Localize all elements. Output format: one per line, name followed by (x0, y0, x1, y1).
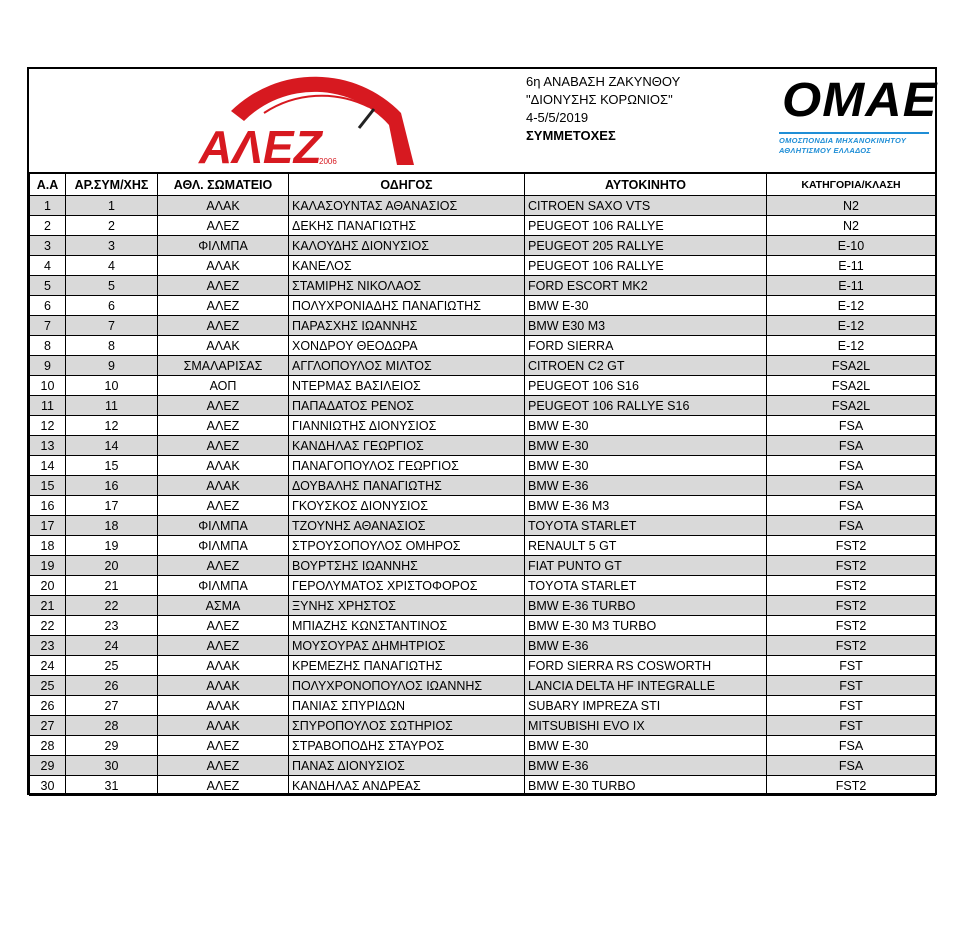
cell-car-number: 22 (66, 596, 158, 616)
cell-car: BMW E-36 (525, 636, 767, 656)
cell-aa: 21 (30, 596, 66, 616)
cell-class: E-11 (767, 256, 936, 276)
cell-class: FST2 (767, 776, 936, 796)
cell-car: FORD SIERRA RS COSWORTH (525, 656, 767, 676)
cell-class: FST (767, 696, 936, 716)
cell-aa: 18 (30, 536, 66, 556)
cell-club: ΑΛΕΖ (158, 636, 289, 656)
col-header-driver: ΟΔΗΓΟΣ (289, 174, 525, 196)
cell-car-number: 3 (66, 236, 158, 256)
cell-car-number: 26 (66, 676, 158, 696)
cell-car-number: 2 (66, 216, 158, 236)
table-row (30, 536, 936, 556)
table-row (30, 216, 936, 236)
cell-driver: ΒΟΥΡΤΣΗΣ ΙΩΑΝΝΗΣ (289, 556, 525, 576)
cell-car: PEUGEOT 106 RALLYE S16 (525, 396, 767, 416)
cell-club: ΑΛΑΚ (158, 456, 289, 476)
cell-car: BMW E-36 TURBO (525, 596, 767, 616)
table-row (30, 576, 936, 596)
col-header-car: ΑΥΤΟΚΙΝΗΤΟ (525, 174, 767, 196)
cell-driver: ΔΕΚΗΣ ΠΑΝΑΓΙΩΤΗΣ (289, 216, 525, 236)
table-row (30, 296, 936, 316)
cell-club: ΑΛΕΖ (158, 616, 289, 636)
cell-class: FSA (767, 436, 936, 456)
table-row (30, 376, 936, 396)
cell-class: FST (767, 716, 936, 736)
cell-car: MITSUBISHI EVO IX (525, 716, 767, 736)
cell-class: FST2 (767, 596, 936, 616)
table-row (30, 696, 936, 716)
cell-car: PEUGEOT 106 S16 (525, 376, 767, 396)
cell-driver: ΚΑΛΑΣΟΥΝΤΑΣ ΑΘΑΝΑΣΙΟΣ (289, 196, 525, 216)
cell-class: FSA (767, 476, 936, 496)
cell-car: BMW E30 M3 (525, 316, 767, 336)
cell-aa: 22 (30, 616, 66, 636)
cell-club: ΦΙΛΜΠΑ (158, 236, 289, 256)
cell-class: E-12 (767, 336, 936, 356)
cell-aa: 16 (30, 496, 66, 516)
cell-car: TOYOTA STARLET (525, 516, 767, 536)
omae-logo-text: ΟΜΑΕ (782, 74, 938, 127)
cell-club: ΑΛΑΚ (158, 716, 289, 736)
cell-aa: 29 (30, 756, 66, 776)
cell-aa: 25 (30, 676, 66, 696)
cell-class: FST2 (767, 556, 936, 576)
cell-club: ΣΜΑΛΑΡΙΣΑΣ (158, 356, 289, 376)
cell-driver: ΣΤΡΟΥΣΟΠΟΥΛΟΣ ΟΜΗΡΟΣ (289, 536, 525, 556)
cell-car: BMW E-30 (525, 456, 767, 476)
table-row (30, 396, 936, 416)
cell-car: FIAT PUNTO GT (525, 556, 767, 576)
cell-car-number: 31 (66, 776, 158, 796)
cell-aa: 6 (30, 296, 66, 316)
cell-driver: ΚΑΝΔΗΛΑΣ ΑΝΔΡΕΑΣ (289, 776, 525, 796)
cell-driver: ΜΟΥΣΟΥΡΑΣ ΔΗΜΗΤΡΙΟΣ (289, 636, 525, 656)
table-row (30, 736, 936, 756)
cell-club: ΑΛΕΖ (158, 736, 289, 756)
cell-aa: 20 (30, 576, 66, 596)
event-title-line1: 6η ΑΝΑΒΑΣΗ ΖΑΚΥΝΘΟΥ (526, 74, 681, 89)
cell-club: ΑΛΑΚ (158, 656, 289, 676)
entries-table (29, 173, 936, 796)
cell-car-number: 10 (66, 376, 158, 396)
event-info (526, 73, 680, 145)
cell-car: BMW E-36 (525, 756, 767, 776)
cell-club: ΑΛΑΚ (158, 336, 289, 356)
cell-car: BMW E-30 (525, 736, 767, 756)
cell-class: E-11 (767, 276, 936, 296)
table-row (30, 356, 936, 376)
cell-club: ΑΛΑΚ (158, 196, 289, 216)
cell-driver: ΚΡΕΜΕΖΗΣ ΠΑΝΑΓΙΩΤΗΣ (289, 656, 525, 676)
cell-car-number: 23 (66, 616, 158, 636)
cell-car-number: 18 (66, 516, 158, 536)
event-date: 4-5/5/2019 (526, 110, 589, 125)
table-row (30, 496, 936, 516)
alez-logo-text: ΑΛΕΖ (199, 121, 322, 168)
cell-driver: ΓΚΟΥΣΚΟΣ ΔΙΟΝΥΣΙΟΣ (289, 496, 525, 516)
cell-car: RENAULT 5 GT (525, 536, 767, 556)
cell-club: ΑΛΕΖ (158, 776, 289, 796)
cell-aa: 1 (30, 196, 66, 216)
cell-car-number: 14 (66, 436, 158, 456)
cell-class: N2 (767, 196, 936, 216)
cell-class: FSA (767, 516, 936, 536)
cell-car-number: 15 (66, 456, 158, 476)
table-row (30, 556, 936, 576)
entries-table-body (30, 196, 936, 796)
cell-car-number: 19 (66, 536, 158, 556)
cell-driver: ΓΙΑΝΝΙΩΤΗΣ ΔΙΟΝΥΣΙΟΣ (289, 416, 525, 436)
cell-car-number: 16 (66, 476, 158, 496)
cell-car-number: 25 (66, 656, 158, 676)
cell-car: LANCIA DELTA HF INTEGRALLE (525, 676, 767, 696)
cell-class: FST (767, 656, 936, 676)
cell-class: FSA (767, 416, 936, 436)
cell-club: ΑΛΑΚ (158, 476, 289, 496)
table-row (30, 196, 936, 216)
cell-class: FST2 (767, 636, 936, 656)
cell-class: FST2 (767, 616, 936, 636)
cell-driver: ΞΥΝΗΣ ΧΡΗΣΤΟΣ (289, 596, 525, 616)
sheet-header (29, 69, 938, 173)
cell-club: ΑΛΕΖ (158, 216, 289, 236)
cell-aa: 27 (30, 716, 66, 736)
table-row (30, 716, 936, 736)
cell-car: BMW E-30 (525, 296, 767, 316)
cell-car-number: 8 (66, 336, 158, 356)
col-header-class: ΚΑΤΗΓΟΡΙΑ/ΚΛΑΣΗ (767, 174, 936, 196)
cell-driver: ΣΠΥΡΟΠΟΥΛΟΣ ΣΩΤΗΡΙΟΣ (289, 716, 525, 736)
cell-class: FSA2L (767, 356, 936, 376)
cell-car-number: 6 (66, 296, 158, 316)
cell-car-number: 4 (66, 256, 158, 276)
table-row (30, 516, 936, 536)
table-row (30, 776, 936, 796)
cell-club: ΑΛΕΖ (158, 276, 289, 296)
cell-car-number: 28 (66, 716, 158, 736)
table-row (30, 476, 936, 496)
cell-aa: 5 (30, 276, 66, 296)
cell-club: ΑΛΕΖ (158, 296, 289, 316)
cell-club: ΑΛΕΖ (158, 496, 289, 516)
cell-car-number: 12 (66, 416, 158, 436)
cell-club: ΑΛΕΖ (158, 316, 289, 336)
col-header-car-number: ΑΡ.ΣΥΜ/ΧΗΣ (66, 174, 158, 196)
cell-car: PEUGEOT 106 RALLYE (525, 256, 767, 276)
cell-driver: ΑΓΓΛΟΠΟΥΛΟΣ ΜΙΛΤΟΣ (289, 356, 525, 376)
table-row (30, 756, 936, 776)
cell-class: E-10 (767, 236, 936, 256)
cell-driver: ΠΑΡΑΣΧΗΣ ΙΩΑΝΝΗΣ (289, 316, 525, 336)
cell-car-number: 29 (66, 736, 158, 756)
cell-class: FST2 (767, 576, 936, 596)
cell-club: ΑΛΑΚ (158, 696, 289, 716)
cell-car-number: 1 (66, 196, 158, 216)
table-row (30, 676, 936, 696)
table-row (30, 336, 936, 356)
cell-driver: ΠΟΛΥΧΡΟΝΟΠΟΥΛΟΣ ΙΩΑΝΝΗΣ (289, 676, 525, 696)
table-row (30, 316, 936, 336)
table-row (30, 616, 936, 636)
cell-class: N2 (767, 216, 936, 236)
table-row (30, 256, 936, 276)
cell-club: ΑΛΕΖ (158, 416, 289, 436)
cell-club: ΑΟΠ (158, 376, 289, 396)
cell-club: ΦΙΛΜΠΑ (158, 576, 289, 596)
cell-aa: 30 (30, 776, 66, 796)
cell-aa: 3 (30, 236, 66, 256)
cell-aa: 4 (30, 256, 66, 276)
table-row (30, 596, 936, 616)
entry-list-sheet (27, 67, 937, 795)
cell-class: FSA (767, 736, 936, 756)
cell-club: ΦΙΛΜΠΑ (158, 536, 289, 556)
cell-car: PEUGEOT 205 RALLYE (525, 236, 767, 256)
cell-aa: 12 (30, 416, 66, 436)
cell-driver: ΣΤΡΑΒΟΠΟΔΗΣ ΣΤΑΥΡΟΣ (289, 736, 525, 756)
cell-aa: 2 (30, 216, 66, 236)
cell-club: ΑΛΕΖ (158, 396, 289, 416)
cell-driver: ΠΑΝΙΑΣ ΣΠΥΡΙΔΩΝ (289, 696, 525, 716)
cell-aa: 10 (30, 376, 66, 396)
cell-class: FSA2L (767, 376, 936, 396)
cell-car: CITROEN C2 GT (525, 356, 767, 376)
cell-class: FSA (767, 456, 936, 476)
cell-car-number: 9 (66, 356, 158, 376)
cell-club: ΑΛΑΚ (158, 676, 289, 696)
cell-club: ΑΛΕΖ (158, 756, 289, 776)
cell-car: FORD ESCORT MK2 (525, 276, 767, 296)
table-header-row (30, 174, 936, 196)
cell-aa: 7 (30, 316, 66, 336)
omae-logo-subtitle: ΟΜΟΣΠΟΝΔΙΑ ΜΗΧΑΝΟΚΙΝΗΤΟΥ ΑΘΛΗΤΙΣΜΟΥ ΕΛΛΑΔΟΣ (779, 132, 929, 156)
cell-aa: 9 (30, 356, 66, 376)
cell-car: PEUGEOT 106 RALLYE (525, 216, 767, 236)
cell-driver: ΠΑΠΑΔΑΤΟΣ ΡΕΝΟΣ (289, 396, 525, 416)
table-row (30, 436, 936, 456)
cell-club: ΑΛΕΖ (158, 556, 289, 576)
cell-aa: 8 (30, 336, 66, 356)
table-row (30, 636, 936, 656)
table-row (30, 236, 936, 256)
cell-aa: 11 (30, 396, 66, 416)
cell-car: SUBARY IMPREZA STI (525, 696, 767, 716)
cell-car-number: 7 (66, 316, 158, 336)
cell-aa: 13 (30, 436, 66, 456)
alez-logo-year: 2006 (319, 157, 337, 166)
cell-car: BMW E-30 M3 TURBO (525, 616, 767, 636)
cell-driver: ΠΑΝΑΓΟΠΟΥΛΟΣ ΓΕΩΡΓΙΟΣ (289, 456, 525, 476)
table-row (30, 456, 936, 476)
cell-driver: ΚΑΝΔΗΛΑΣ ΓΕΩΡΓΙΟΣ (289, 436, 525, 456)
table-row (30, 276, 936, 296)
cell-driver: ΣΤΑΜΙΡΗΣ ΝΙΚΟΛΑΟΣ (289, 276, 525, 296)
cell-class: E-12 (767, 296, 936, 316)
cell-driver: ΠΑΝΑΣ ΔΙΟΝΥΣΙΟΣ (289, 756, 525, 776)
cell-car: BMW E-30 TURBO (525, 776, 767, 796)
cell-driver: ΠΟΛΥΧΡΟΝΙΑΔΗΣ ΠΑΝΑΓΙΩΤΗΣ (289, 296, 525, 316)
event-subtitle: ΣΥΜΜΕΤΟΧΕΣ (526, 128, 616, 143)
cell-aa: 19 (30, 556, 66, 576)
cell-car-number: 5 (66, 276, 158, 296)
cell-driver: ΧΟΝΔΡΟΥ ΘΕΟΔΩΡΑ (289, 336, 525, 356)
cell-car: TOYOTA STARLET (525, 576, 767, 596)
cell-club: ΑΣΜΑ (158, 596, 289, 616)
cell-car-number: 24 (66, 636, 158, 656)
cell-car: FORD SIERRA (525, 336, 767, 356)
event-title-line2: "ΔΙΟΝΥΣΗΣ ΚΟΡΩΝΙΟΣ" (526, 92, 673, 107)
cell-aa: 26 (30, 696, 66, 716)
cell-car: BMW E-30 (525, 436, 767, 456)
cell-car-number: 21 (66, 576, 158, 596)
cell-club: ΦΙΛΜΠΑ (158, 516, 289, 536)
col-header-aa: Α.Α (30, 174, 66, 196)
cell-aa: 28 (30, 736, 66, 756)
cell-club: ΑΛΑΚ (158, 256, 289, 276)
cell-car: BMW E-30 (525, 416, 767, 436)
cell-driver: ΔΟΥΒΑΛΗΣ ΠΑΝΑΓΙΩΤΗΣ (289, 476, 525, 496)
cell-aa: 17 (30, 516, 66, 536)
cell-car-number: 20 (66, 556, 158, 576)
cell-driver: ΚΑΛΟΥΔΗΣ ΔΙΟΝΥΣΙΟΣ (289, 236, 525, 256)
cell-class: E-12 (767, 316, 936, 336)
cell-class: FSA (767, 756, 936, 776)
cell-car-number: 30 (66, 756, 158, 776)
cell-driver: ΜΠΙΑΖΗΣ ΚΩΝΣΤΑΝΤΙΝΟΣ (289, 616, 525, 636)
cell-aa: 23 (30, 636, 66, 656)
cell-driver: ΤΖΟΥΝΗΣ ΑΘΑΝΑΣΙΟΣ (289, 516, 525, 536)
cell-car-number: 17 (66, 496, 158, 516)
cell-aa: 24 (30, 656, 66, 676)
omae-logo (774, 74, 938, 167)
cell-club: ΑΛΕΖ (158, 436, 289, 456)
cell-aa: 15 (30, 476, 66, 496)
cell-car: CITROEN SAXO VTS (525, 196, 767, 216)
cell-class: FSA (767, 496, 936, 516)
alez-logo (169, 73, 419, 168)
cell-driver: ΚΑΝΕΛΟΣ (289, 256, 525, 276)
cell-class: FSA2L (767, 396, 936, 416)
cell-aa: 14 (30, 456, 66, 476)
cell-driver: ΝΤΕΡΜΑΣ ΒΑΣΙΛΕΙΟΣ (289, 376, 525, 396)
table-row (30, 656, 936, 676)
cell-car: BMW E-36 (525, 476, 767, 496)
cell-class: FST (767, 676, 936, 696)
cell-car: BMW E-36 M3 (525, 496, 767, 516)
cell-driver: ΓΕΡΟΛΥΜΑΤΟΣ ΧΡΙΣΤΟΦΟΡΟΣ (289, 576, 525, 596)
cell-car-number: 11 (66, 396, 158, 416)
cell-class: FST2 (767, 536, 936, 556)
col-header-club: ΑΘΛ. ΣΩΜΑΤΕΙΟ (158, 174, 289, 196)
table-row (30, 416, 936, 436)
cell-car-number: 27 (66, 696, 158, 716)
